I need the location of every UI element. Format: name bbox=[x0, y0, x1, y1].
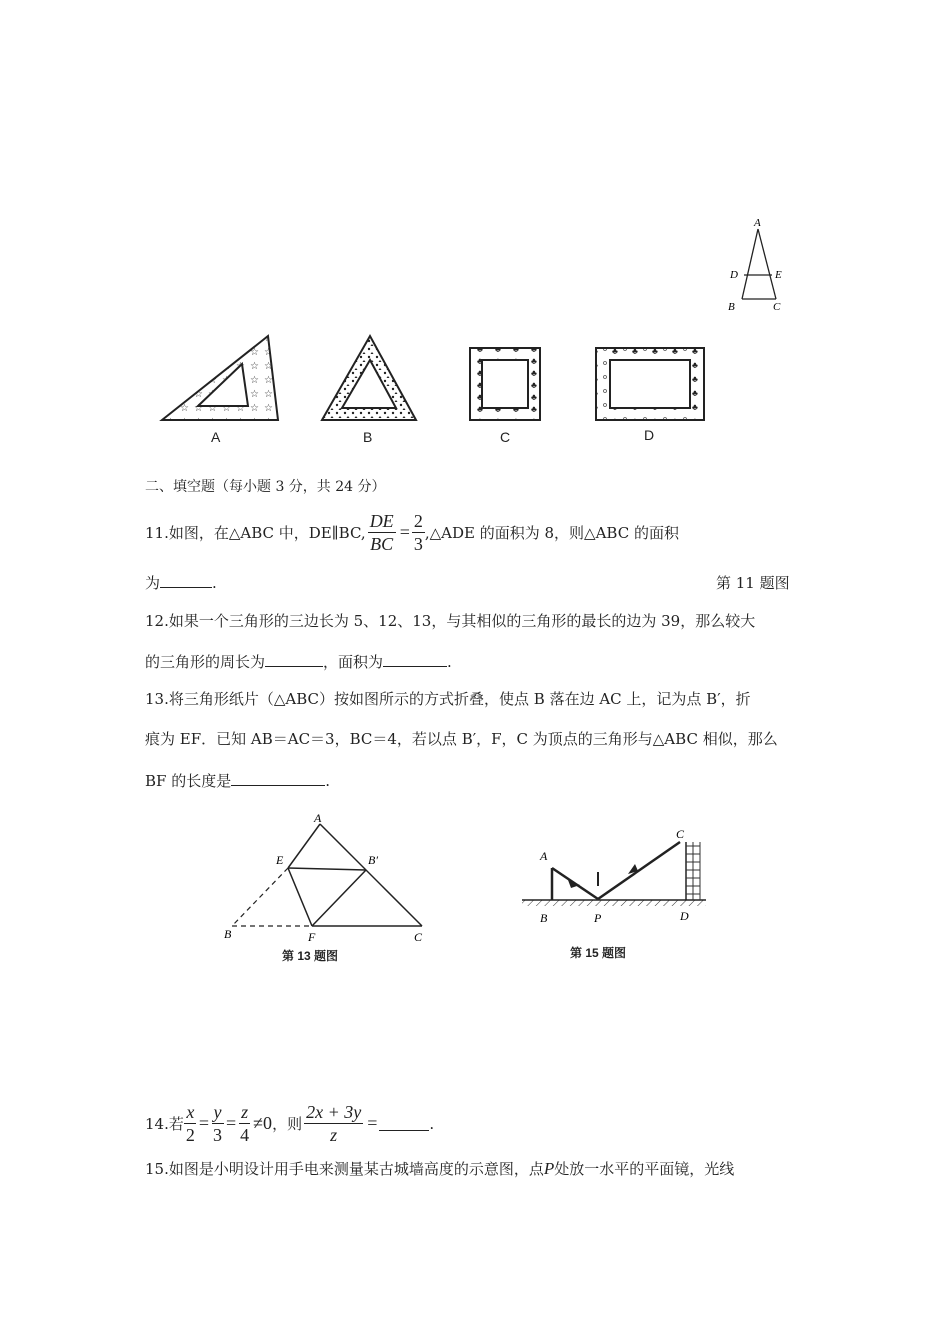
q15-point-p: P bbox=[543, 1159, 555, 1178]
question-14 bbox=[145, 1103, 434, 1144]
q14-answer-blank[interactable] bbox=[379, 1116, 429, 1131]
q12-line1: 12.如果一个三角形的三边长为 5、12、13，与其相似的三角形的最长的边为 39，那么较大 bbox=[145, 612, 756, 630]
q11-rnum: 2 bbox=[413, 511, 423, 531]
q13-line3-text: BF 的长度是 bbox=[145, 772, 232, 790]
section-heading: 二、填空题（每小题 3 分，共 24 分） bbox=[145, 479, 386, 495]
question-11 bbox=[145, 512, 679, 553]
q11-prefix: 11.如图，在△ABC 中，DE∥BC, bbox=[145, 524, 366, 542]
q14-num2: 2x + 3y bbox=[306, 1102, 362, 1122]
fig13-label-f: F bbox=[308, 930, 316, 944]
q11-answer-blank[interactable] bbox=[160, 573, 212, 588]
q14-den-z: z bbox=[330, 1125, 338, 1145]
q11-den: BC bbox=[370, 534, 394, 554]
fig15-label-c: C bbox=[676, 827, 685, 841]
q13-line3 bbox=[145, 770, 330, 791]
q14-eq3: = bbox=[367, 1113, 378, 1133]
q13-answer-blank[interactable] bbox=[231, 771, 325, 786]
q14-frac-y3 bbox=[211, 1103, 224, 1144]
q11-end: . bbox=[212, 574, 217, 592]
q11-fraction-de-bc bbox=[368, 512, 396, 553]
frame-label-b: B bbox=[363, 429, 373, 445]
q11-rden: 3 bbox=[413, 534, 423, 554]
fig15-label-a: A bbox=[540, 849, 548, 863]
fig13-label-c: C bbox=[414, 930, 423, 944]
q14-z: z bbox=[241, 1102, 249, 1122]
q13-end: . bbox=[325, 772, 330, 790]
q11-suffix: ,△ADE 的面积为 8，则△ABC 的面积 bbox=[424, 524, 679, 542]
fig15-label-b: B bbox=[540, 911, 548, 925]
fig11-label-a: A bbox=[754, 217, 761, 229]
q11-equals: = bbox=[399, 522, 410, 542]
q15-line1a: 15.如图是小明设计用手电来测量某古城墙高度的示意图，点 bbox=[145, 1160, 544, 1178]
fig13-label-e: E bbox=[276, 853, 284, 867]
q14-y: y bbox=[213, 1102, 222, 1122]
q13-line1: 13.将三角形纸片（△ABC）按如图所示的方式折叠，使点 B 落在边 AC 上，记为点 B′，折 bbox=[145, 690, 751, 708]
q14-eq1: = bbox=[198, 1113, 210, 1133]
q12-line2b: ，面积为 bbox=[323, 653, 384, 671]
q14-prefix: 14.若 bbox=[145, 1115, 184, 1133]
q11-caption: 第 11 题图 bbox=[716, 574, 790, 592]
fig13-label-bprime: B′ bbox=[368, 853, 378, 867]
fig15-caption: 第 15 题图 bbox=[570, 946, 627, 960]
fig11-label-c: C bbox=[773, 301, 781, 313]
q11-num: DE bbox=[369, 511, 394, 531]
fig11-label-b: B bbox=[728, 301, 735, 313]
q12-perimeter-blank[interactable] bbox=[265, 652, 323, 667]
q12-area-blank[interactable] bbox=[383, 652, 447, 667]
q11-answer-line bbox=[145, 572, 217, 593]
q14-d3: 3 bbox=[213, 1125, 223, 1145]
q14-frac-expr bbox=[304, 1103, 363, 1144]
q13-line2: 痕为 EF．已知 AB＝AC＝3，BC＝4，若以点 B′，F，C 为顶点的三角形与△ABC 相似，那么 bbox=[145, 730, 778, 748]
frame-a bbox=[162, 336, 278, 420]
frame-label-c: C bbox=[500, 429, 511, 445]
frame-d bbox=[596, 348, 704, 420]
q14-frac-z4 bbox=[238, 1103, 251, 1144]
q12-line2a: 的三角形的周长为 bbox=[145, 653, 266, 671]
q11-line2: 为 bbox=[145, 574, 161, 592]
q14-neq: ≠0 bbox=[253, 1113, 273, 1133]
frame-label-a: A bbox=[211, 429, 221, 445]
fig15-label-d: D bbox=[680, 909, 689, 923]
fig11-label-e: E bbox=[775, 269, 782, 281]
fig15-label-p: P bbox=[594, 911, 602, 925]
frames-figure bbox=[150, 330, 730, 455]
q15-line1 bbox=[145, 1158, 734, 1179]
q14-end: . bbox=[429, 1114, 435, 1133]
figure-11 bbox=[720, 215, 800, 315]
q14-d4: 4 bbox=[240, 1125, 250, 1145]
q14-x: x bbox=[186, 1102, 195, 1122]
q12-line2 bbox=[145, 651, 452, 672]
q14-mid: ，则 bbox=[272, 1115, 303, 1133]
frame-label-d: D bbox=[644, 427, 655, 443]
q14-eq2: = bbox=[226, 1113, 237, 1133]
figure-13 bbox=[220, 808, 440, 968]
fig13-label-a: A bbox=[314, 811, 322, 825]
fig13-label-b: B bbox=[224, 927, 232, 941]
q11-fraction-ratio bbox=[412, 512, 425, 553]
q12-end: . bbox=[447, 653, 452, 671]
q14-d2: 2 bbox=[185, 1125, 195, 1145]
frame-b bbox=[322, 336, 416, 420]
q15-line1b: 处放一水平的平面镜，光线 bbox=[554, 1160, 735, 1178]
figure-15 bbox=[520, 820, 720, 965]
fig13-caption: 第 13 题图 bbox=[282, 949, 339, 963]
q14-frac-x2 bbox=[184, 1103, 197, 1144]
fig11-label-d: D bbox=[730, 269, 738, 281]
frame-c bbox=[470, 348, 540, 420]
